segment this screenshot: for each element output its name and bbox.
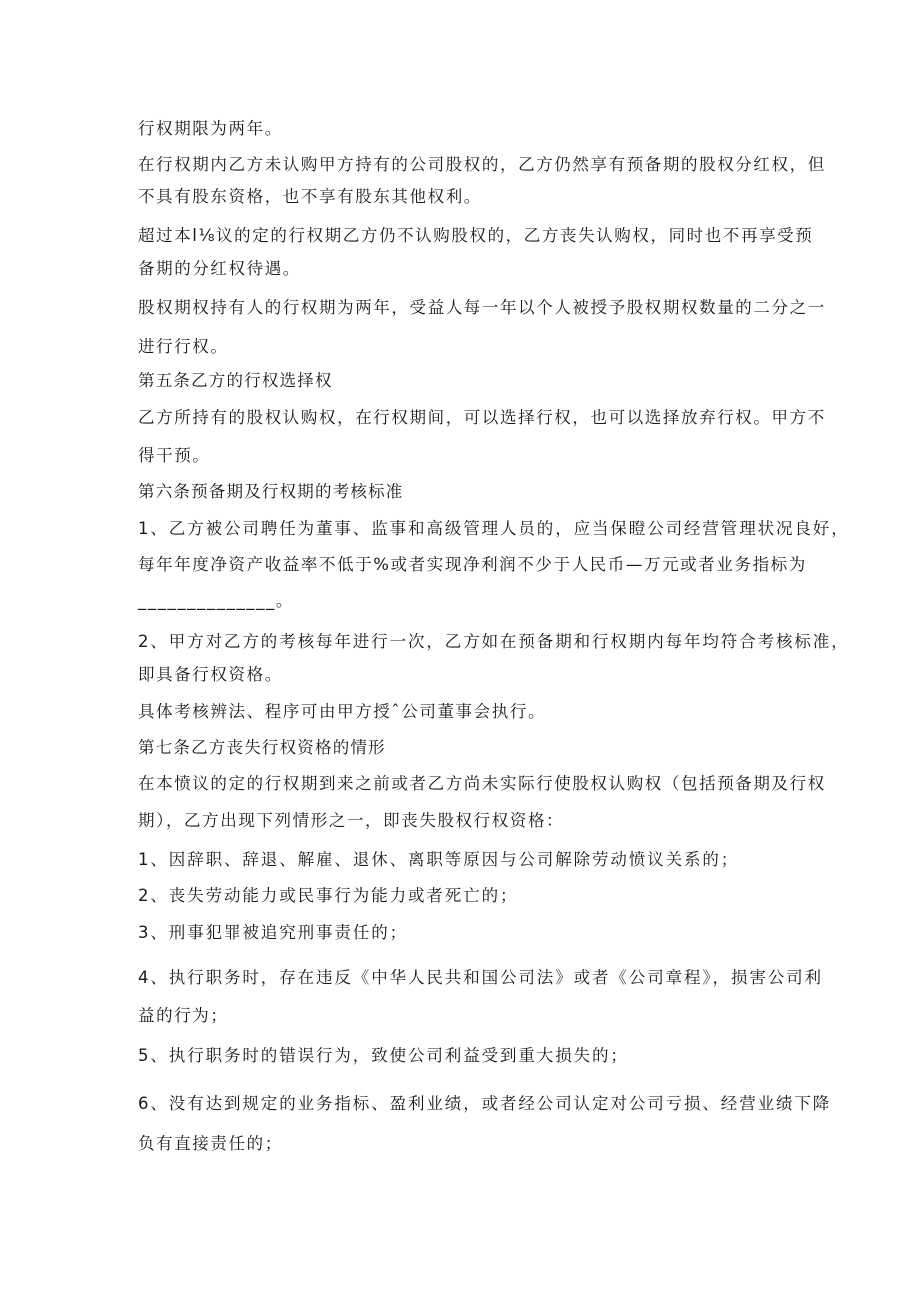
list-item-line: 2、甲方对乙方的考核每年进行一次，乙方如在预备期和行权期内每年均符合考核标准， (138, 632, 850, 651)
paragraph-line: 行权期限为两年。 (138, 119, 283, 138)
list-item-line: 4、执行职务时，存在违反《中华人民共和国公司法》或者《公司章程》，损害公司利 (138, 968, 823, 987)
list-item-line: 1、因辞职、辞退、解雇、退休、离职等原因与公司解除劳动愤议关系的； (138, 850, 740, 869)
blank-fill-line: ______________。 (138, 591, 294, 610)
list-item-line: 2、丧失劳动能力或民事行为能力或者死亡的； (138, 886, 519, 905)
list-item-line: 6、没有达到规定的业务指标、盈利业绩，或者经公司认定对公司亏损、经营业绩下降 (138, 1094, 832, 1113)
article-heading: 第七条乙方丧失行权资格的情形 (138, 738, 386, 757)
list-item-line: 3、刑事犯罪被追究刑事责任的； (138, 923, 408, 942)
paragraph-line: 即具备行权资格。 (138, 665, 283, 684)
list-item-line: 5、执行职务时的错误行为，致使公司利益受到重大损失的； (138, 1046, 629, 1065)
paragraph-line: 负有直接责任的； (138, 1134, 283, 1153)
paragraph-line: 超过本l⅛议的定的行权期乙方仍不认购股权的，乙方丧失认购权，同时也不再享受预 (138, 226, 814, 245)
paragraph-line: 乙方所持有的股权认购权，在行权期间，可以选择行权，也可以选择放弃行权。甲方不 (138, 408, 826, 427)
paragraph-line: 在行权期内乙方未认购甲方持有的公司股权的，乙方仍然享有预备期的股权分红权，但 (138, 155, 826, 174)
paragraph-line: 备期的分红权待遇。 (138, 259, 301, 278)
paragraph-line: 益的行为； (138, 1006, 229, 1025)
article-heading: 第五条乙方的行权选择权 (138, 371, 333, 390)
paragraph-line: 具体考核辨法、程序可由甲方授ˆ公司董事会执行。 (138, 702, 547, 721)
article-heading: 第六条预备期及行权期的考核标准 (138, 482, 404, 501)
paragraph-line: 每年年度净资产收益率不低于%或者实现净利润不少于人民币—万元或者业务指标为 (138, 555, 807, 574)
paragraph-line: 进行行权。 (138, 337, 229, 356)
paragraph-line: 在本愤议的定的行权期到来之前或者乙方尚未实际行使股权认购权（包括预备期及行权 (138, 774, 826, 793)
paragraph-line: 得干预。 (138, 446, 211, 465)
paragraph-line: 期），乙方出现下列情形之一，即丧失股权行权资格： (138, 811, 565, 830)
paragraph-line: 股权期权持有人的行权期为两年，受益人每一年以个人被授予股权期权数量的二分之一 (138, 298, 826, 317)
paragraph-line: 不具有股东资格，也不享有股东其他权利。 (138, 187, 482, 206)
list-item-line: 1、乙方被公司聘任为董事、监事和高级管理人员的，应当保瞪公司经营管理状况良好， (138, 519, 850, 538)
